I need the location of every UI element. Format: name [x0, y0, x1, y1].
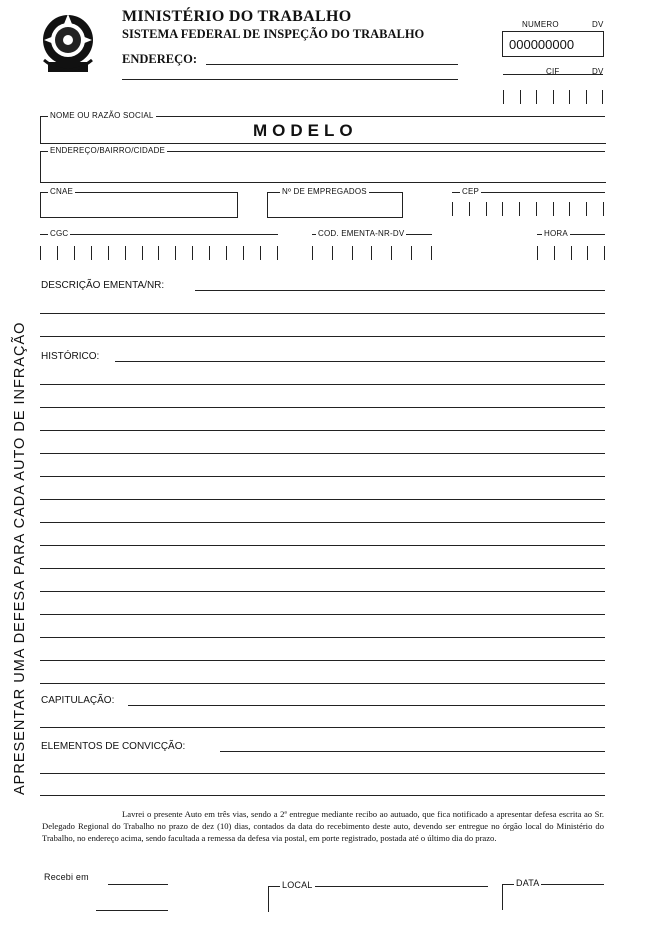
- side-instruction: APRESENTAR UMA DEFESA PARA CADA AUTO DE INFRAÇÃO: [12, 321, 28, 795]
- local-label: LOCAL: [282, 880, 313, 890]
- number-value: 000000000: [509, 37, 575, 52]
- local-field[interactable]: [268, 886, 488, 912]
- hora-label: HORA: [544, 229, 568, 238]
- recebi-line-2[interactable]: [96, 910, 168, 911]
- capitulacao-label: CAPITULAÇÃO:: [41, 695, 117, 706]
- ministry-title: MINISTÉRIO DO TRABALHO: [122, 8, 352, 25]
- cnae-label: CNAE: [50, 187, 74, 196]
- elementos-label: ELEMENTOS DE CONVICÇÃO:: [41, 741, 188, 752]
- modelo-watermark: MODELO: [253, 121, 358, 140]
- recebi-line-1[interactable]: [108, 884, 168, 885]
- data-label: DATA: [516, 878, 540, 888]
- number-label: NUMERO: [522, 20, 559, 29]
- address-field-label: ENDEREÇO/BAIRRO/CIDADE: [50, 146, 166, 155]
- historico-label: HISTÓRICO:: [41, 351, 102, 362]
- descricao-label: DESCRIÇÃO EMENTA/NR:: [41, 280, 167, 291]
- legal-notice: Lavrei o presente Auto em três vias, sendo a 2ª entregue mediante recibo ao autuado, que fica notificado a apresentar defesa escrita ao Sr. Delegado Regional do Trabalho no prazo de dez (10) dias, contados da data do recebimento deste auto, devendo ser entregue no órgão local do Ministério do Trabalho, no endereço acima, sendo facultada a remessa da defesa via postal, em porte registrado, postada até o último dia do prazo.: [42, 809, 604, 843]
- employees-label: Nº DE EMPREGADOS: [282, 187, 367, 196]
- recebi-label: Recebi em: [44, 872, 89, 882]
- cgc-label: CGC: [50, 229, 69, 238]
- cif-dv-label: DV: [592, 67, 604, 76]
- cif-label: CIF: [546, 67, 560, 76]
- address-label: ENDEREÇO:: [122, 52, 198, 66]
- number-dv-label: DV: [592, 20, 604, 29]
- system-subtitle: SISTEMA FEDERAL DE INSPEÇÃO DO TRABALHO: [122, 27, 425, 41]
- cep-label: CEP: [462, 187, 480, 196]
- elementos-lines[interactable]: [40, 0, 605, 948]
- company-name-label: NOME OU RAZÃO SOCIAL: [50, 111, 154, 120]
- data-field[interactable]: [502, 884, 604, 910]
- ementa-code-label: COD. EMENTA-NR-DV: [318, 229, 405, 238]
